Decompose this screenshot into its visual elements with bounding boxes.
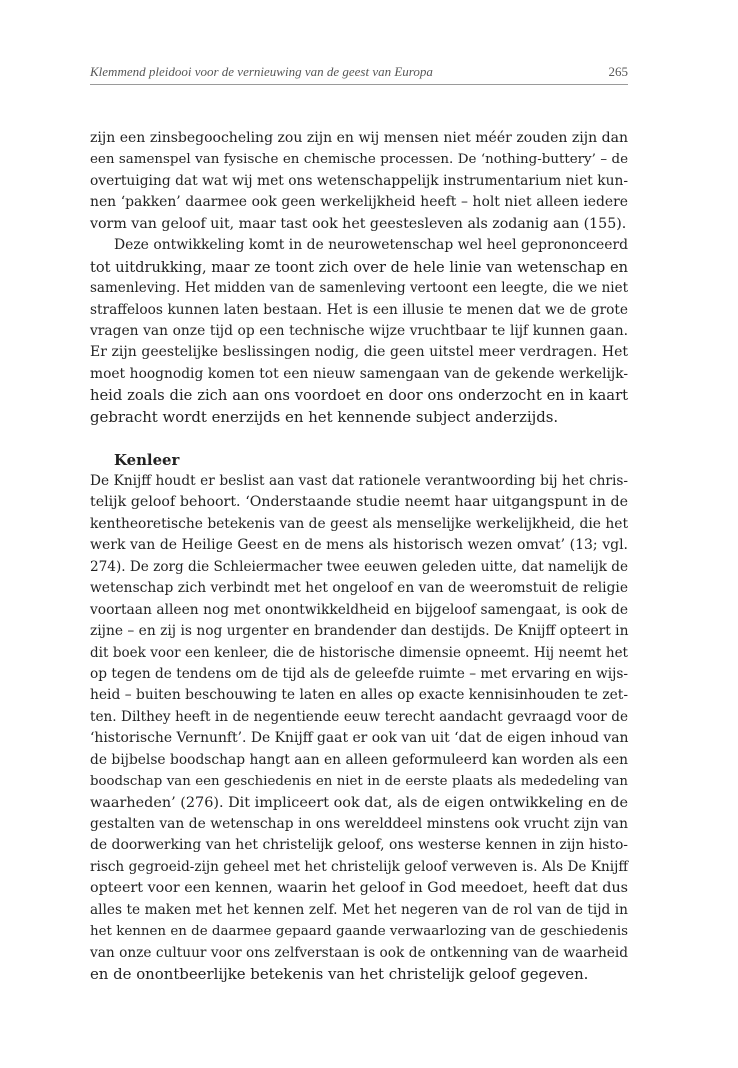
text-line: Er zijn geestelijke beslissingen nodig, die geen uitstel meer verdragen. Het [90, 344, 628, 361]
text-line: gestalten van de wetenschap in ons werelddeel minstens ook vrucht zijn van [90, 816, 628, 832]
text-line: de bijbelse boodschap hangt aan en alleen geformuleerd kan worden als een [90, 751, 628, 768]
text-line: zijne – en zij is nog urgenter en brandender dan destijds. De Knijff opteert in [90, 623, 629, 640]
text-line: 274). De zorg die Schleiermacher twee eeuwen geleden uitte, dat namelijk de [90, 558, 629, 575]
text-line: boodschap van een geschiedenis en niet in de eerste plaats als mededeling van [90, 774, 628, 790]
text-line: een samenspel van fysische en chemische processen. De ‘nothing-buttery’ – de [90, 152, 628, 168]
text-line: kentheoretische betekenis van de geest als menselijke werkelijkheid, die het [90, 515, 628, 532]
text-line: risch gegroeid-zijn geheel met het christelijk geloof verweven is. Als De Knijff [90, 858, 628, 875]
text-line: overtuiging dat wat wij met ons wetenschappelijk instrumentarium niet kun- [90, 172, 628, 189]
text-line: van onze cultuur voor ons zelfverstaan is ook de ontkenning van de waarheid [90, 944, 628, 961]
text-line: wetenschap zich verbindt met het ongeloof en van de weeromstuit de religie [90, 580, 628, 597]
running-header [90, 62, 628, 85]
text-line: op tegen de tendens om de tijd als de geleefde ruimte – met ervaring en wijs- [90, 665, 628, 682]
text-line: straffeloos kunnen laten bestaan. Het is een illusie te menen dat we de grote [90, 301, 628, 318]
body-text [90, 128, 628, 986]
text-line: vorm van geloof uit, maar tast ook het geestesleven als zodanig aan (155). [90, 215, 627, 232]
text-line: opteert voor een kennen, waarin het geloof in God meedoet, heeft dat dus [90, 880, 628, 897]
paragraph-neurowetenschap [90, 235, 628, 428]
text-line: heid zoals die zich aan ons voordoet en door ons onderzocht en in kaart [90, 387, 628, 405]
text-line: werk van de Heilige Geest en de mens als historisch wezen omvat’ (13; vgl. [90, 537, 628, 554]
text-line: De Knijff houdt er beslist aan vast dat rationele verantwoording bij het chris- [90, 473, 628, 489]
text-line: nen ‘pakken’ daarmee ook geen werkelijkheid heeft – holt niet alleen iedere [90, 194, 628, 211]
text-line: Deze ontwikkeling komt in de neurowetenschap wel heel geprononceerd [114, 237, 628, 254]
text-line: vragen van onze tijd op een technische wijze vruchtbaar te lijf kunnen gaan. [90, 322, 628, 339]
text-line: de doorwerking van het christelijk geloof, ons westerse kennen in zijn histo- [90, 837, 628, 854]
text-line: alles te maken met het kennen zelf. Met het negeren van de rol van de tijd in [90, 901, 628, 918]
text-line: zijn een zinsbegoocheling zou zijn en wij mensen niet méér zouden zijn dan [90, 130, 628, 146]
text-line: ‘historische Vernunft’. De Knijff gaat er ook van uit ‘dat de eigen inhoud van [90, 730, 629, 747]
text-line: waarheden’ (276). Dit impliceert ook dat, als de eigen ontwikkeling en de [90, 794, 629, 811]
text-line: heid – buiten beschouwing te laten en alles op exacte kennisinhouden te zet- [90, 687, 628, 704]
paragraph-continuation [90, 128, 628, 235]
page-number: 265 [608, 64, 628, 79]
text-line: gebracht wordt enerzijds en het kennende subject anderzijds. [90, 407, 559, 426]
text-line: dit boek voor een kenleer, die de historische dimensie opneemt. Hij neemt het [90, 644, 628, 661]
text-line: moet hoognodig komen tot een nieuw samengaan van de gekende werkelijk- [90, 365, 628, 382]
text-line: tot uitdrukking, maar ze toont zich over de hele linie van wetenschap en [90, 258, 628, 276]
section-kenleer [90, 450, 628, 986]
text-line: het kennen en de daarmee gepaard gaande verwaarlozing van de geschiedenis [90, 924, 628, 940]
text-line: samenleving. Het midden van de samenleving vertoont een leegte, die we niet [90, 280, 628, 297]
section-heading: Kenleer [114, 450, 180, 469]
running-title: Klemmend pleidooi voor de vernieuwing van de geest van Europa [90, 64, 433, 79]
text-line: ten. Dilthey heeft in de negentiende eeuw terecht aandacht gevraagd voor de [90, 708, 628, 725]
section-gap [90, 428, 628, 449]
text-line: voortaan alleen nog met onontwikkeldheid en bijgeloof samengaat, is ook de [90, 601, 628, 618]
text-line: en de onontbeerlijke betekenis van het christelijk geloof gegeven. [90, 965, 589, 984]
text-line: telijk geloof behoort. ‘Onderstaande studie neemt haar uitgangspunt in de [90, 494, 628, 511]
